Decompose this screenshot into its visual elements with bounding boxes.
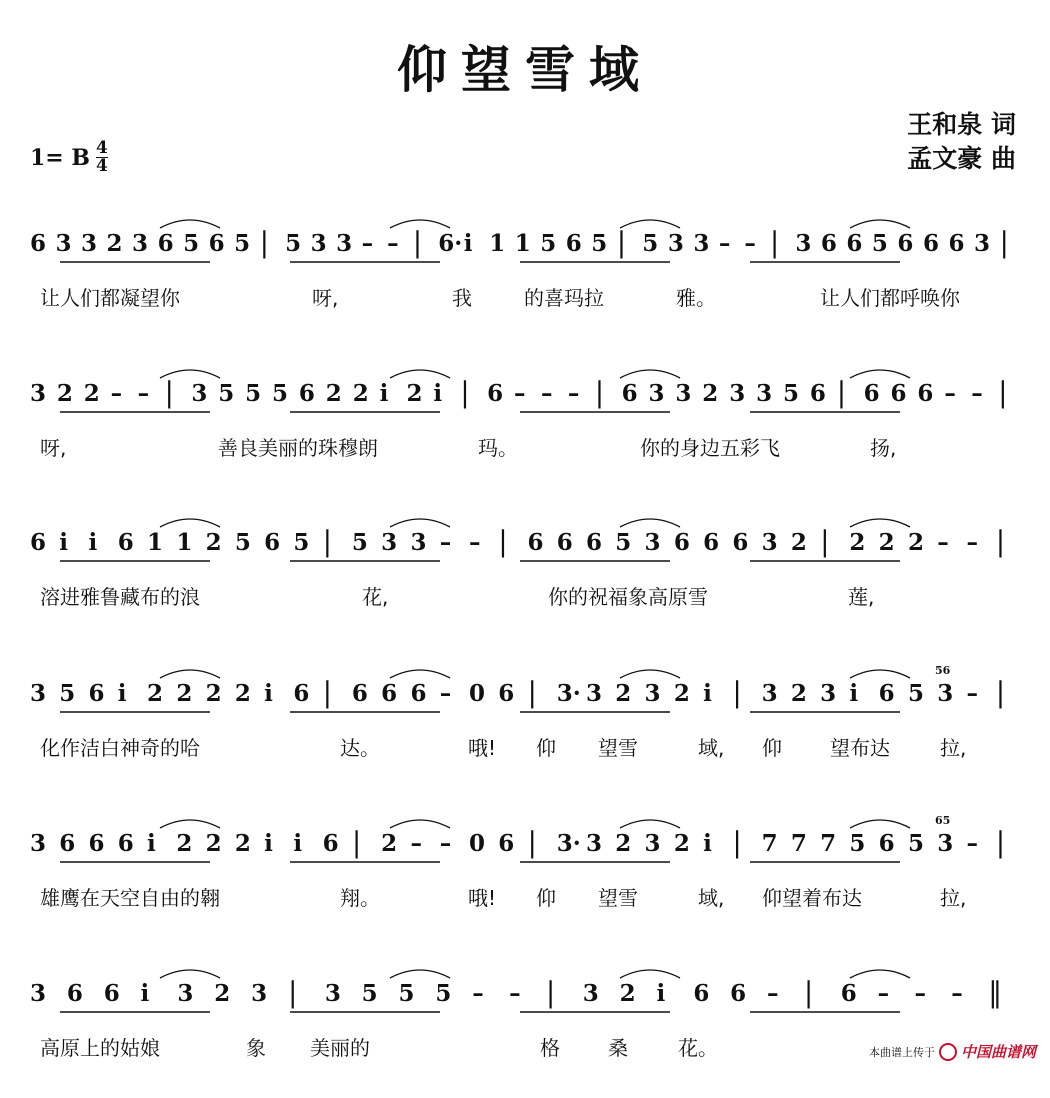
note: 5 [293,529,310,556]
bar-line: | [769,226,780,259]
bar-line: | [995,676,1006,709]
slur-arc [850,970,910,978]
note: 6 [556,529,573,556]
lyric-segment: 美丽的 [310,1036,370,1060]
note: i [293,830,303,857]
bar-line: | [287,976,298,1009]
bar-line: | [995,525,1006,558]
lyric-segment: 仰 [762,736,782,760]
bar-line: | [164,376,174,409]
note: 6 [820,230,837,257]
note: – [387,230,399,257]
note: 2 [406,380,423,407]
note: – [540,380,553,407]
note: – [137,380,150,407]
note: 2 [205,680,222,707]
note: 3 [756,380,773,407]
note: – [410,830,422,857]
lyric-segment: 你的祝福象高原雪 [548,585,708,609]
lyric-segment: 仰 [536,886,556,910]
site-name: 中国曲谱网 [960,1043,1036,1061]
note: 2 [56,380,73,407]
score-row-1 [30,228,1025,348]
note: 6 [88,830,105,857]
note: – [951,980,963,1007]
lyric-segment: 哦! [468,886,497,910]
note: 3 [973,230,990,257]
lyric-segment: 让人们都凝望你 [40,286,180,310]
note: 6 [878,830,895,857]
bar-line: | [460,376,470,409]
bar-line: | [732,676,742,709]
time-signature [96,140,108,175]
note: 6 [922,230,939,257]
note: 5 [849,830,866,857]
note: 6 [527,529,544,556]
lyrics-line [40,581,1035,611]
note: 6 [157,230,174,257]
note: i [59,529,68,556]
note: i [463,230,473,257]
note: 3 [191,380,208,407]
bar-line: | [527,826,537,859]
note: 6 [293,680,310,707]
slur-arc [620,370,680,378]
note: 3· [556,830,581,857]
note: 6 [948,230,965,257]
slur-arc [390,670,450,678]
note: 6 [897,230,914,257]
note: 6 [498,830,515,857]
bar-line: | [998,376,1008,409]
note: 6 [66,980,83,1007]
note: 6 [30,529,47,556]
note: 2 [673,680,690,707]
note: 6 [621,380,638,407]
note: 3 [30,680,47,707]
note: – [966,830,978,857]
note: 3 [177,980,194,1007]
note: 2 [619,980,636,1007]
note: 6 [322,830,339,857]
note: i [656,980,666,1007]
note: 2 [352,380,369,407]
note: 2 [615,830,632,857]
note: 3 [586,830,603,857]
footer [869,1041,1036,1062]
lyric-segment: 桑 [608,1036,628,1060]
note: – [767,980,779,1007]
note: 6 [351,680,368,707]
bar-line: | [322,525,333,558]
note: 5 [782,380,799,407]
lyrics-line [40,282,1035,312]
note: 6 [117,529,134,556]
note: 6 [298,380,315,407]
note: – [439,830,452,857]
note: – [439,680,452,707]
lyric-segment: 善良美丽的珠穆朗 [218,436,378,460]
note: – [971,380,983,407]
slur-arc [160,670,220,678]
grace-note: 65 [935,814,951,827]
note: 6 [59,830,76,857]
slur-arc [620,519,680,527]
note: 5 [435,980,452,1007]
slur-arc [850,370,910,378]
note: 2 [907,529,924,556]
note: 6 [103,980,120,1007]
slur-arc [620,820,680,828]
note: i [264,680,273,707]
note: 2 [381,830,398,857]
note: 6 [498,680,515,707]
note: 5 [183,230,200,257]
note: 6 [565,230,582,257]
note: 3 [937,830,954,857]
note: i [849,680,859,707]
bar-line: | [545,976,556,1009]
note: 2 [849,529,866,556]
lyric-segment: 呀, [40,436,67,460]
note: 2 [790,529,807,556]
note: 5 [218,380,235,407]
note: 6 [890,380,907,407]
lyric-segment: 翔。 [340,886,380,910]
note: 5 [272,380,289,407]
note: 2 [615,680,632,707]
lyric-segment: 象 [246,1036,266,1060]
note: 2 [106,230,123,257]
lyrics-line [40,882,1035,912]
lyric-segment: 你的身边五彩飞 [640,436,780,460]
time-top: 4 [96,138,108,158]
note: 6 [410,680,427,707]
note: 7 [761,830,778,857]
lyric-segment: 哦! [468,736,497,760]
lyric-segment: 的喜玛拉 [524,286,604,310]
note: 5 [245,380,262,407]
note: 6 [732,529,749,556]
score-row-5 [30,814,1025,948]
note: 2 [878,529,895,556]
note: 6 [208,230,225,257]
key-signature [30,140,108,175]
note: 2 [325,380,342,407]
note: i [117,680,127,707]
note: 3 [81,230,98,257]
note: 3 [644,529,661,556]
note: 6 [30,230,47,257]
bar-line: ‖ [988,976,1003,1009]
key-label: 1= B [30,144,90,171]
note: i [379,380,389,407]
note: – [472,980,484,1007]
note: 3 [381,529,398,556]
slur-arc [620,970,680,978]
lyric-segment: 拉, [940,736,967,760]
note: 6 [878,680,895,707]
note: 1 [489,230,506,257]
bar-line: | [820,525,830,558]
note: 5 [285,230,302,257]
notes-line [30,228,1025,278]
bar-line: | [999,226,1009,259]
note: 6 [863,380,880,407]
note: 5 [907,830,924,857]
note: – [914,980,926,1007]
note: 6· [438,230,463,257]
note: 6 [846,230,863,257]
note: 3· [556,680,581,707]
lyric-segment: 花。 [678,1036,718,1060]
note: 3 [132,230,149,257]
score-row-4 [30,664,1025,798]
lyric-segment: 望雪 [598,886,638,910]
note: 2 [147,680,164,707]
note: 3 [937,680,954,707]
note: i [433,380,443,407]
note: – [966,529,978,556]
note: 3 [729,380,746,407]
song-title: 仰望雪域 [397,40,653,99]
note: 3 [30,830,47,857]
footer-text: 本曲谱上传于 [868,1045,935,1059]
note: 3 [675,380,692,407]
note: 5 [361,980,378,1007]
lyric-segment: 仰望着布达 [762,886,862,910]
bar-line: | [732,826,742,859]
note: 1 [147,529,164,556]
note: 2 [176,680,193,707]
note: 2 [214,980,231,1007]
note: – [877,980,890,1007]
slur-arc [160,519,220,527]
note: 1 [176,529,193,556]
bar-line: | [594,376,605,409]
note: 6 [673,529,690,556]
lyric-segment: 玛。 [478,436,518,460]
slur-arc [850,820,910,828]
note: 2 [702,380,719,407]
bar-line: | [351,826,362,859]
note: 0 [468,830,485,857]
note: – [966,680,978,707]
lyric-segment: 达。 [340,736,380,760]
note: 3 [693,230,710,257]
note: – [361,230,374,257]
slur-arc [850,670,910,678]
note: 5 [907,680,924,707]
note: 5 [351,529,368,556]
note: 2 [790,680,807,707]
note: 2 [673,830,690,857]
note: 6 [117,830,134,857]
bar-line: | [412,226,423,259]
notes-line [30,814,1025,878]
score-row-3 [30,527,1025,647]
note: 3 [410,529,427,556]
note: i [703,830,712,857]
lyricist-credit: 王和泉 词 [907,110,1016,139]
note: – [567,380,580,407]
note: 3 [55,230,72,257]
note: i [140,980,150,1007]
note: 5 [540,230,557,257]
lyrics-line [40,732,1035,762]
note: 5 [234,529,251,556]
notes-line [30,664,1025,728]
bar-line: | [498,525,508,558]
time-bottom: 4 [96,156,108,176]
bar-line: | [616,226,627,259]
score-row-2 [30,378,1025,498]
note: 3 [336,230,353,257]
note: 6 [840,980,857,1007]
note: 3 [820,680,837,707]
notes-line [30,978,1025,1028]
note: 3 [251,980,268,1007]
lyric-segment: 让人们都呼唤你 [820,286,960,310]
note: 2 [176,830,193,857]
note: – [944,380,956,407]
note: 1 [514,230,531,257]
note: – [110,380,123,407]
note: 5 [615,529,632,556]
lyric-segment: 扬, [870,436,897,460]
slur-arc [620,220,680,228]
note: 2 [234,680,251,707]
note: 3 [310,230,327,257]
note: – [509,980,521,1007]
credits [907,108,1016,176]
note: 3 [795,230,812,257]
slur-arc [160,970,220,978]
notes-line [30,378,1025,428]
lyric-segment: 高原上的姑娘 [40,1036,160,1060]
note: 6 [586,529,603,556]
bar-line: | [803,976,814,1009]
note: – [439,529,452,556]
lyric-segment: 望雪 [598,736,638,760]
note: 3 [586,680,603,707]
slur-arc [850,519,910,527]
site-logo-icon [939,1043,957,1061]
note: 3 [644,830,661,857]
note: 3 [761,680,778,707]
lyric-segment: 仰 [536,736,556,760]
note: 3 [644,680,661,707]
note: – [937,529,949,556]
slur-arc [620,670,680,678]
note: 6 [730,980,747,1007]
note: 3 [30,380,47,407]
lyric-segment: 雅。 [676,286,716,310]
lyric-segment: 望布达 [830,736,890,760]
note: 3 [648,380,665,407]
lyric-segment: 呀, [312,286,339,310]
bar-line: | [836,376,847,409]
note: – [718,230,731,257]
note: – [514,380,526,407]
composer-credit: 孟文豪 曲 [907,144,1016,173]
bar-line: | [322,676,333,709]
lyric-segment: 化作洁白神奇的哈 [40,736,200,760]
lyric-segment: 我 [452,286,472,310]
slur-arc [160,220,220,228]
lyric-segment: 雄鹰在天空自由的翱 [40,886,220,910]
note: i [88,529,98,556]
lyric-segment: 域, [698,736,725,760]
note: 5 [398,980,415,1007]
lyric-segment: 拉, [940,886,967,910]
note: i [264,830,273,857]
note: i [147,830,156,857]
note: 3 [324,980,341,1007]
note: 3 [761,529,778,556]
note: 6 [381,680,398,707]
note: 6 [693,980,710,1007]
note: 5 [591,230,608,257]
lyrics-line [40,432,1035,462]
note: 5 [871,230,888,257]
slur-arc [390,970,450,978]
slur-arc [390,519,450,527]
note: 5 [59,680,76,707]
note: 6 [703,529,720,556]
lyric-segment: 花, [362,585,389,609]
note: i [703,680,712,707]
note: 6 [917,380,934,407]
note: 2 [234,830,251,857]
note: 3 [582,980,599,1007]
note: 6 [487,380,504,407]
note: – [744,230,756,257]
lyric-segment: 域, [698,886,725,910]
note: 6 [809,380,826,407]
note: 5 [642,230,659,257]
bar-line: | [259,226,270,259]
notes-line [30,527,1025,577]
lyric-segment: 溶进雅鲁藏布的浪 [40,585,200,609]
note: 2 [83,380,100,407]
grace-note: 56 [935,664,951,677]
note: 7 [820,830,837,857]
slur-arc [390,370,450,378]
note: – [468,529,481,556]
note: 3 [30,980,47,1007]
slur-arc [390,820,450,828]
slur-arc [160,820,220,828]
lyric-segment: 莲, [848,585,875,609]
score-row-6 [30,978,1025,1098]
slur-arc [850,220,910,228]
note: 2 [205,830,222,857]
note: 5 [234,230,251,257]
bar-line: | [527,676,537,709]
note: 3 [667,230,684,257]
note: 7 [790,830,807,857]
note: 6 [88,680,105,707]
bar-line: | [995,826,1006,859]
note: 0 [468,680,485,707]
note: 6 [264,529,281,556]
note: 2 [205,529,222,556]
lyric-segment: 格 [540,1036,560,1060]
